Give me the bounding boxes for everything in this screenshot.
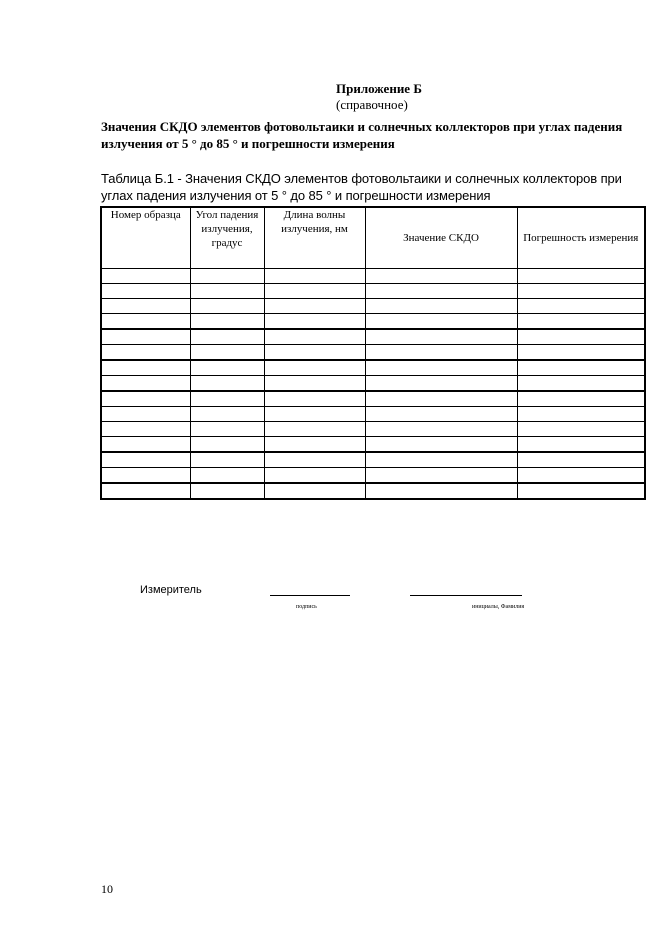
table-cell	[264, 407, 365, 422]
table-cell	[517, 314, 645, 330]
table-cell	[517, 437, 645, 453]
table-cell	[517, 422, 645, 437]
table-cell	[365, 391, 517, 407]
table-cell	[101, 483, 190, 499]
appendix-title: Приложение Б	[336, 81, 422, 96]
table-cell	[264, 269, 365, 284]
table-cell	[190, 422, 264, 437]
values-table	[100, 206, 646, 500]
table-row	[101, 284, 645, 299]
table-cell	[517, 329, 645, 345]
table-cell	[190, 437, 264, 453]
table-cell	[264, 391, 365, 407]
table-cell	[264, 329, 365, 345]
table-cell	[264, 360, 365, 376]
table-cell	[365, 468, 517, 484]
table-cell	[101, 284, 190, 299]
table-cell	[101, 468, 190, 484]
table-row	[101, 468, 645, 484]
table-cell	[190, 299, 264, 314]
table-cell	[365, 452, 517, 468]
table-cell	[517, 376, 645, 392]
table-cell	[190, 391, 264, 407]
table-cell	[101, 437, 190, 453]
table-cell	[190, 376, 264, 392]
table-cell	[264, 468, 365, 484]
appendix-subtitle: (справочное)	[336, 97, 408, 112]
table-cell	[517, 407, 645, 422]
header-wavelength: Длина волны излучения, нм	[264, 207, 365, 269]
table-cell	[517, 299, 645, 314]
table-cell	[190, 329, 264, 345]
table-row	[101, 422, 645, 437]
table-cell	[190, 360, 264, 376]
table-cell	[517, 391, 645, 407]
name-hint: инициалы, Фамилия	[472, 604, 525, 610]
table-cell	[101, 329, 190, 345]
table-cell	[190, 483, 264, 499]
measurer-label: Измеритель	[140, 584, 202, 596]
table-cell	[365, 437, 517, 453]
signature-hint: подпись	[296, 604, 317, 610]
table-cell	[517, 483, 645, 499]
table-cell	[264, 452, 365, 468]
header-skdo-value: Значение СКДО	[365, 207, 517, 269]
table-cell	[101, 407, 190, 422]
table-cell	[517, 284, 645, 299]
table-cell	[190, 452, 264, 468]
table-cell	[190, 314, 264, 330]
table-cell	[101, 314, 190, 330]
table-cell	[190, 468, 264, 484]
table-cell	[190, 269, 264, 284]
table-row	[101, 360, 645, 376]
table-cell	[101, 269, 190, 284]
table-cell	[101, 299, 190, 314]
table-caption: Таблица Б.1 - Значения СКДО элементов фотовольтаики и солнечных коллекторов при углах падения излучения от 5 ° до 85 ° и погрешности измерения	[101, 171, 622, 203]
table-cell	[365, 299, 517, 314]
table-cell	[190, 284, 264, 299]
table-row	[101, 314, 645, 330]
table-header-row	[101, 207, 645, 269]
table-cell	[517, 345, 645, 361]
table-row	[101, 391, 645, 407]
table-cell	[365, 314, 517, 330]
table-cell	[264, 299, 365, 314]
table-row	[101, 452, 645, 468]
header-sample-number: Номер образца	[101, 207, 190, 269]
table-cell	[101, 360, 190, 376]
table-row	[101, 269, 645, 284]
table-cell	[365, 329, 517, 345]
table-row	[101, 407, 645, 422]
table-cell	[264, 437, 365, 453]
table-cell	[101, 391, 190, 407]
table-row	[101, 345, 645, 361]
table-cell	[517, 468, 645, 484]
table-cell	[517, 269, 645, 284]
table-row	[101, 299, 645, 314]
table-cell	[190, 345, 264, 361]
table-cell	[517, 452, 645, 468]
appendix-heading: Значения СКДО элементов фотовольтаики и солнечных коллекторов при углах падения излучения от 5 ° до 85 ° и погрешности измерения	[101, 119, 623, 151]
table-row	[101, 376, 645, 392]
header-error: Погрешность измерения	[517, 207, 645, 269]
table-cell	[365, 407, 517, 422]
table-row	[101, 437, 645, 453]
table-cell	[101, 345, 190, 361]
table-cell	[365, 376, 517, 392]
table-cell	[190, 407, 264, 422]
signature-line	[270, 595, 350, 596]
table-cell	[264, 284, 365, 299]
header-incidence-angle: Угол падения излучения, градус	[190, 207, 264, 269]
table-cell	[264, 314, 365, 330]
table-cell	[365, 345, 517, 361]
table-cell	[101, 422, 190, 437]
table-cell	[264, 422, 365, 437]
table-cell	[264, 483, 365, 499]
table-row	[101, 329, 645, 345]
table-cell	[365, 483, 517, 499]
table-cell	[365, 269, 517, 284]
table-cell	[365, 422, 517, 437]
table-cell	[517, 360, 645, 376]
table-cell	[101, 452, 190, 468]
table-body	[101, 269, 645, 500]
page-number: 10	[101, 882, 113, 896]
table-cell	[365, 360, 517, 376]
table-row	[101, 483, 645, 499]
name-line	[410, 595, 522, 596]
table-cell	[264, 345, 365, 361]
table-cell	[101, 376, 190, 392]
table-cell	[365, 284, 517, 299]
table-cell	[264, 376, 365, 392]
